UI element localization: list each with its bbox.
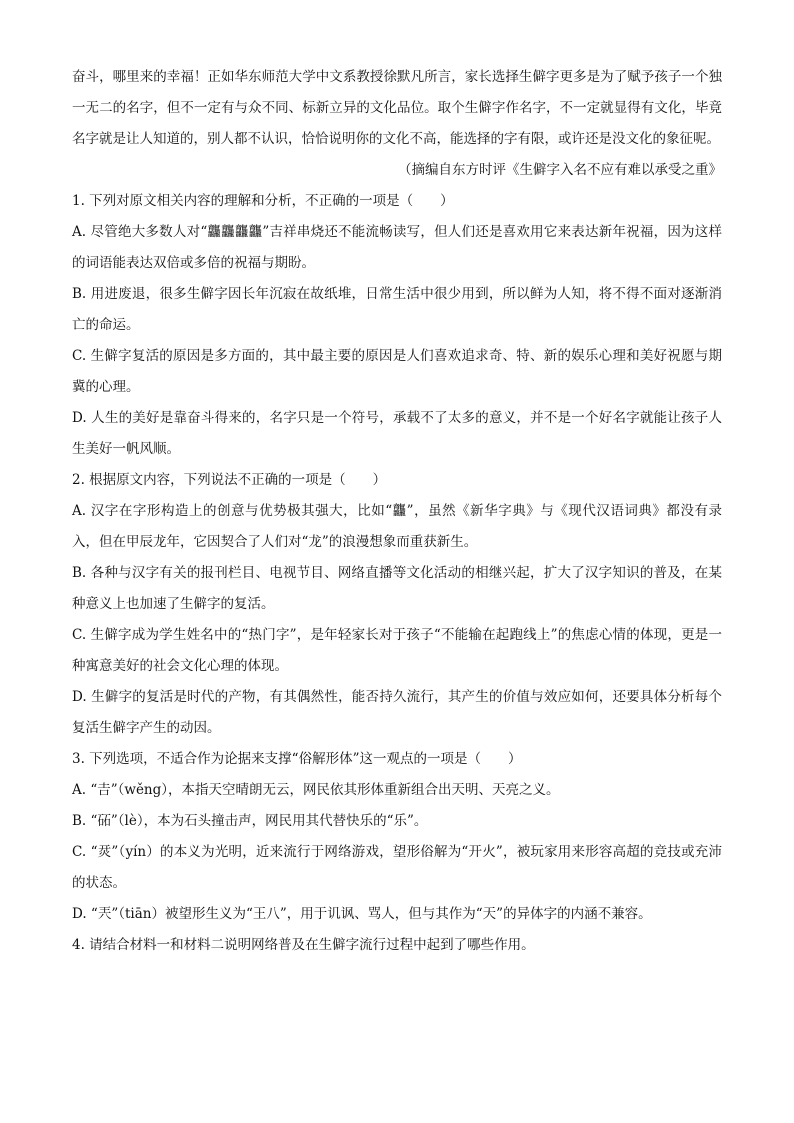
option-c: C. “烎”（yín）的本义为光明，近来流行于网络游戏，望形俗解为“开火”，被玩家用来形容高超的竞技或充沛的状态。 [72,844,722,891]
option-d: D. 人生的美好是靠奋斗得来的，名字只是一个符号，承载不了太多的意义，并不是一个好名字就能让孩子人生美好一帆风顺。 [72,410,722,457]
option-c: C. 生僻字成为学生姓名中的“热门字”，是年轻家长对于孩子“不能输在起跑线上”的焦虑心情的体现，更是一种寓意美好的社会文化心理的体现。 [72,627,722,674]
question-stem: 2. 根据原文内容，下列说法不正确的一项是（ ） [72,472,387,488]
option-a: A. 汉字在字形构造上的创意与优势极其强大，比如“龘”，虽然《新华字典》与《现代汉语词典》都没有录入，但在甲辰龙年，它因契合了人们对“龙”的浪漫想象而重获新生。 [72,503,722,550]
document-page [72,62,722,961]
option-a: A. 尽管绝大多数人对“龘龘龘龘”吉祥串烧还不能流畅读写，但人们还是喜欢用它来表达新年祝福，因为这样的词语能表达双倍或多倍的祝福与期盼。 [72,224,722,271]
option-c: C. 生僻字复活的原因是多方面的，其中最主要的原因是人们喜欢追求奇、特、新的娱乐心理和美好祝愿与期冀的心理。 [72,348,722,395]
option-d: D. 生僻字的复活是时代的产物，有其偶然性，能否持久流行，其产生的价值与效应如何，还要具体分析每个复活生僻字产生的动因。 [72,689,722,736]
passage-paragraph: 奋斗，哪里来的幸福！正如华东师范大学中文系教授徐默凡所言，家长选择生僻字更多是为了赋予孩子一个独一无二的名字，但不一定有与众不同、标新立异的文化品位。取个生僻字作名字，不一定就显得有文化，毕竟名字就是让人知道的，别人都不认识，恰恰说明你的文化不高，能选择的字有限，或许还是没文化的象征呢。 [72,69,722,147]
question-stem: 3. 下列选项，不适合作为论据来支撑“俗解形体”这一观点的一项是（ ） [72,751,522,767]
question-2 [72,465,722,744]
option-b: B. 各种与汉字有关的报刊栏目、电视节目、网络直播等文化活动的相继兴起，扩大了汉字知识的普及，在某种意义上也加速了生僻字的复活。 [72,565,722,612]
passage-source: （摘编自东方时评《生僻字入名不应有难以承受之重》 [398,162,722,178]
option-b: B. 用进废退，很多生僻字因长年沉寂在故纸堆，日常生活中很少用到，所以鲜为人知，将不得不面对逐渐消亡的命运。 [72,286,722,333]
question-1 [72,186,722,465]
question-3 [72,744,722,930]
option-b: B. “砳”（lè），本为石头撞击声，网民用其代替快乐的“乐”。 [72,813,428,829]
question-4 [72,930,722,961]
option-d: D. “兲”（tiān）被望形生义为“王八”，用于讥讽、骂人，但与其作为“天”的异体字的内涵不兼容。 [72,906,652,922]
question-stem: 1. 下列对原文相关内容的理解和分析，不正确的一项是（ ） [72,193,454,209]
question-stem: 4. 请结合材料一和材料二说明网络普及在生僻字流行过程中起到了哪些作用。 [72,937,535,953]
option-a: A. “𠮷”（wěng），本指天空晴朗无云，网民依其形体重新组合出天明、天亮之义。 [72,782,560,798]
